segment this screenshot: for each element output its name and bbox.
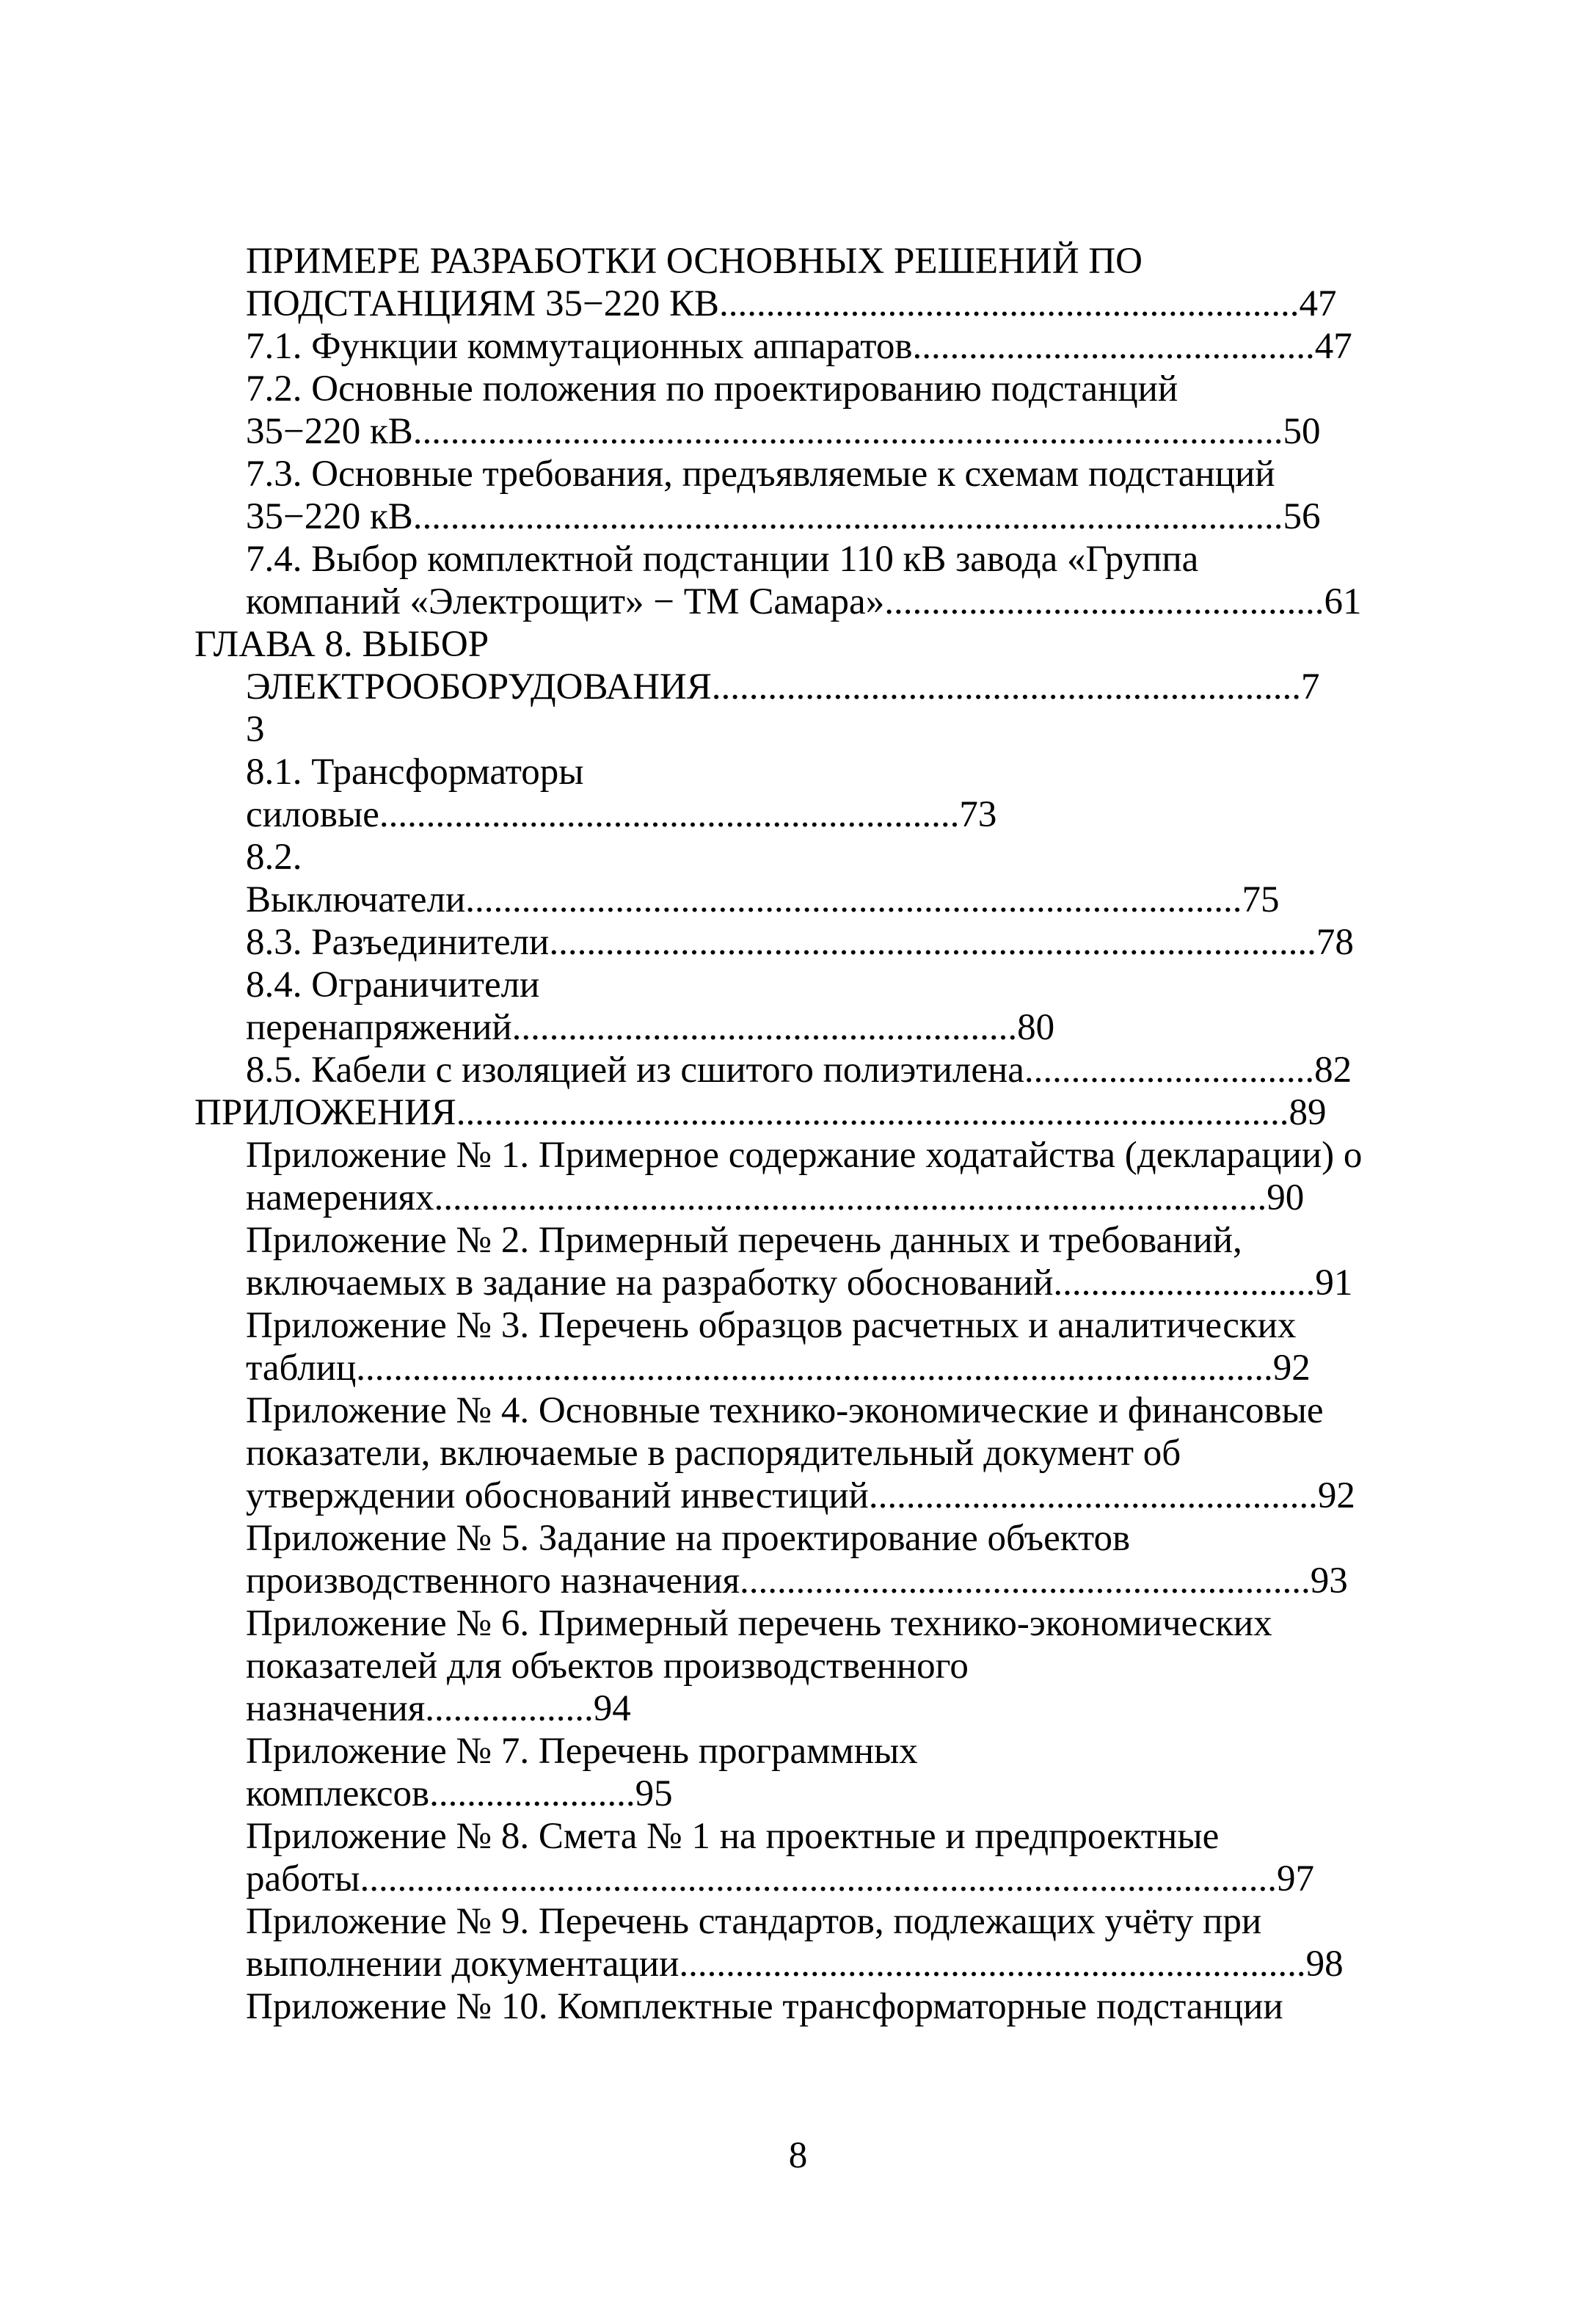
toc-line: 35−220 кВ.............................................................................................56 <box>246 496 1321 537</box>
toc-line: комплексов......................95 <box>246 1773 673 1814</box>
toc-line: 8.3. Разъединители..................................................................................78 <box>246 922 1354 963</box>
toc-line: ЭЛЕКТРООБОРУДОВАНИЯ...............................................................7 <box>246 666 1320 708</box>
toc-line: производственного назначения.............................................................93 <box>246 1560 1348 1602</box>
toc-line: ПРИМЕРЕ РАЗРАБОТКИ ОСНОВНЫХ РЕШЕНИЙ ПО <box>246 241 1143 282</box>
toc-line: показатели, включаемые в распорядительный документ об <box>246 1433 1181 1474</box>
toc-line: компаний «Электрощит» − ТМ Самара»...............................................61 <box>246 581 1362 622</box>
toc-line: силовые..............................................................73 <box>246 794 997 835</box>
toc-line: Приложение № 10. Комплектные трансформаторные подстанции <box>246 1986 1283 2027</box>
toc-line: Приложение № 7. Перечень программных <box>246 1731 918 1772</box>
toc-line: Приложение № 2. Примерный перечень данных и требований, <box>246 1220 1242 1261</box>
toc-line: таблиц..................................................................................................92 <box>246 1348 1311 1389</box>
toc-line: работы..................................................................................................97 <box>246 1858 1314 1900</box>
toc-line: 7.3. Основные требования, предъявляемые к схемам подстанций <box>246 454 1275 495</box>
toc-line: показателей для объектов производственного <box>246 1646 969 1687</box>
toc-line: 8.4. Ограничители <box>246 964 540 1006</box>
toc-line: Приложение № 1. Примерное содержание ходатайства (декларации) о <box>246 1135 1363 1176</box>
toc-line: ПОДСТАНЦИЯМ 35−220 КВ..............................................................47 <box>246 283 1337 324</box>
page-number: 8 <box>788 2135 808 2176</box>
toc-line: ГЛАВА 8. ВЫБОР <box>194 624 489 665</box>
toc-line: выполнении документации...................................................................98 <box>246 1944 1344 1985</box>
toc-line: 35−220 кВ.............................................................................................50 <box>246 411 1321 452</box>
toc-line: намерениях.........................................................................................90 <box>246 1177 1305 1218</box>
toc-line: Приложение № 4. Основные технико-экономические и финансовые <box>246 1390 1324 1431</box>
toc-line: 8.2. <box>246 837 302 878</box>
toc-line: Приложение № 5. Задание на проектирование объектов <box>246 1518 1131 1559</box>
toc-line: Приложение № 8. Смета № 1 на проектные и предпроектные <box>246 1816 1220 1857</box>
toc-line: 7.1. Функции коммутационных аппаратов...........................................47 <box>246 326 1352 367</box>
toc-line: Приложение № 3. Перечень образцов расчетных и аналитических <box>246 1305 1297 1346</box>
toc-line: 7.4. Выбор комплектной подстанции 110 кВ завода «Группа <box>246 539 1199 580</box>
toc-line: Выключатели...................................................................................75 <box>246 879 1280 920</box>
toc-line: назначения..................94 <box>246 1688 631 1729</box>
toc-line: Приложение № 6. Примерный перечень технико-экономических <box>246 1603 1272 1644</box>
toc-line: ПРИЛОЖЕНИЯ.........................................................................................89 <box>194 1092 1327 1133</box>
toc-line: 8.1. Трансформаторы <box>246 752 584 793</box>
toc-line: Приложение № 9. Перечень стандартов, подлежащих учёту при <box>246 1901 1262 1942</box>
toc-line: 8.5. Кабели с изоляцией из сшитого полиэтилена...............................82 <box>246 1050 1352 1091</box>
toc-line: перенапряжений......................................................80 <box>246 1007 1055 1048</box>
toc-line: утверждении обоснований инвестиций................................................92 <box>246 1475 1355 1516</box>
toc-line: включаемых в задание на разработку обоснований............................91 <box>246 1262 1353 1304</box>
toc-line: 3 <box>246 709 265 750</box>
toc-line: 7.2. Основные положения по проектированию подстанций <box>246 368 1178 410</box>
